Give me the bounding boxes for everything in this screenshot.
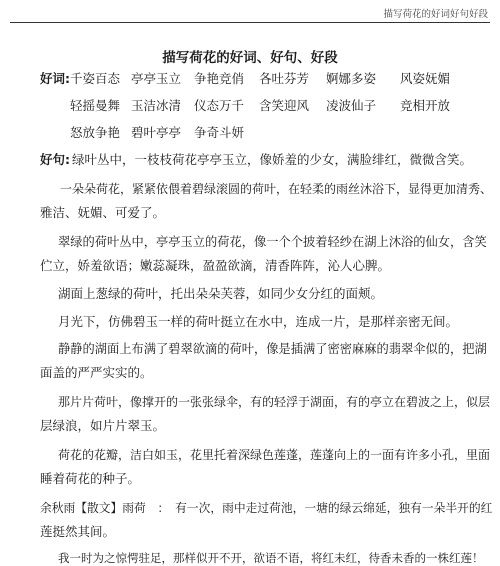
word-item: 竞相开放 [400, 98, 451, 113]
sentence-line: 莲挺然其间。 [40, 524, 116, 539]
word-item: 各吐芬芳 [259, 71, 310, 86]
sentence-line: 绿叶丛中，一枝枝荷花亭亭玉立，像娇羞的少女，满脸绯红，微微含笑。 [72, 152, 473, 167]
sentence-line: 月光下，仿佛碧玉一样的荷叶挺立在水中，连成一片，是那样亲密无间。 [58, 314, 459, 329]
sentence-line: 湖面上葱绿的荷叶，托出朵朵芙蓉，如同少女分红的面颊。 [58, 286, 384, 301]
word-item: 凌波仙子 [326, 98, 377, 113]
sentence-line: 伫立，娇羞欲语；嫩蕊凝珠，盈盈欲滴，清香阵阵，沁人心脾。 [40, 258, 391, 273]
header-rule [10, 22, 490, 23]
word-item: 婀娜多姿 [326, 71, 377, 86]
sentence-line: 雅洁、妩媚、可爱了。 [40, 205, 166, 220]
header-title: 描写荷花的好词好句好段 [383, 9, 488, 20]
word-item: 碧叶亭亭 [131, 125, 182, 140]
word-item: 玉洁冰清 [131, 98, 182, 113]
words-label: 好词: [40, 71, 70, 86]
sentence-line: 一朵朵荷花，紧紧依偎着碧绿滚圆的荷叶，在轻柔的雨丝沐浴下，显得更加清秀、 [60, 182, 493, 196]
sentence-line: 层绿浪，如片片翠玉。 [40, 418, 166, 433]
document-title: 描写荷花的好词、好句、好段 [162, 50, 338, 66]
sentence-line: 那片片荷叶，像撑开的一张张绿伞，有的轻浮于湖面，有的亭立在碧波之上，似层 [58, 395, 491, 409]
sentence-line: 睡着荷花的种子。 [40, 471, 141, 486]
word-item: 轻摇曼舞 [70, 98, 121, 113]
sentences-label: 好句: [40, 152, 70, 167]
word-item: 千姿百态 [70, 71, 121, 86]
sentence-line: 我一时为之惊愕驻足，那样似开不开，欲语不语，将红未红，待香未香的一株红莲！ [58, 551, 484, 565]
word-item: 风姿妩媚 [400, 71, 451, 86]
word-item: 怒放争艳 [70, 125, 121, 140]
word-item: 争奇斗妍 [194, 125, 245, 140]
sentence-line: 面盖的严严实实的。 [40, 365, 153, 380]
word-item: 亭亭玉立 [131, 71, 182, 86]
sentence-line: 静静的湖面上布满了碧翠欲滴的荷叶，像是插满了密密麻麻的翡翠伞似的，把湖 [58, 342, 487, 356]
words-row-1 [40, 71, 70, 87]
sentence-line: 余秋雨【散文】雨荷 ： 有一次，雨中走过荷池，一塘的绿云绵延，独有一朵半开的红 [40, 501, 493, 515]
sentence-line: 荷花的花瓣，洁白如玉，花里托着深绿色莲蓬，莲蓬向上的一面有许多小孔，里面 [58, 448, 491, 462]
word-item: 争艳竞俏 [194, 71, 245, 86]
word-item: 仪态万千 [194, 98, 245, 113]
page-header [0, 0, 500, 26]
word-item: 含笑迎风 [259, 98, 310, 113]
sentence-line: 翠绿的荷叶丛中，亭亭玉立的荷花，像一个个披着轻纱在湖上沐浴的仙女，含笑 [58, 235, 487, 249]
